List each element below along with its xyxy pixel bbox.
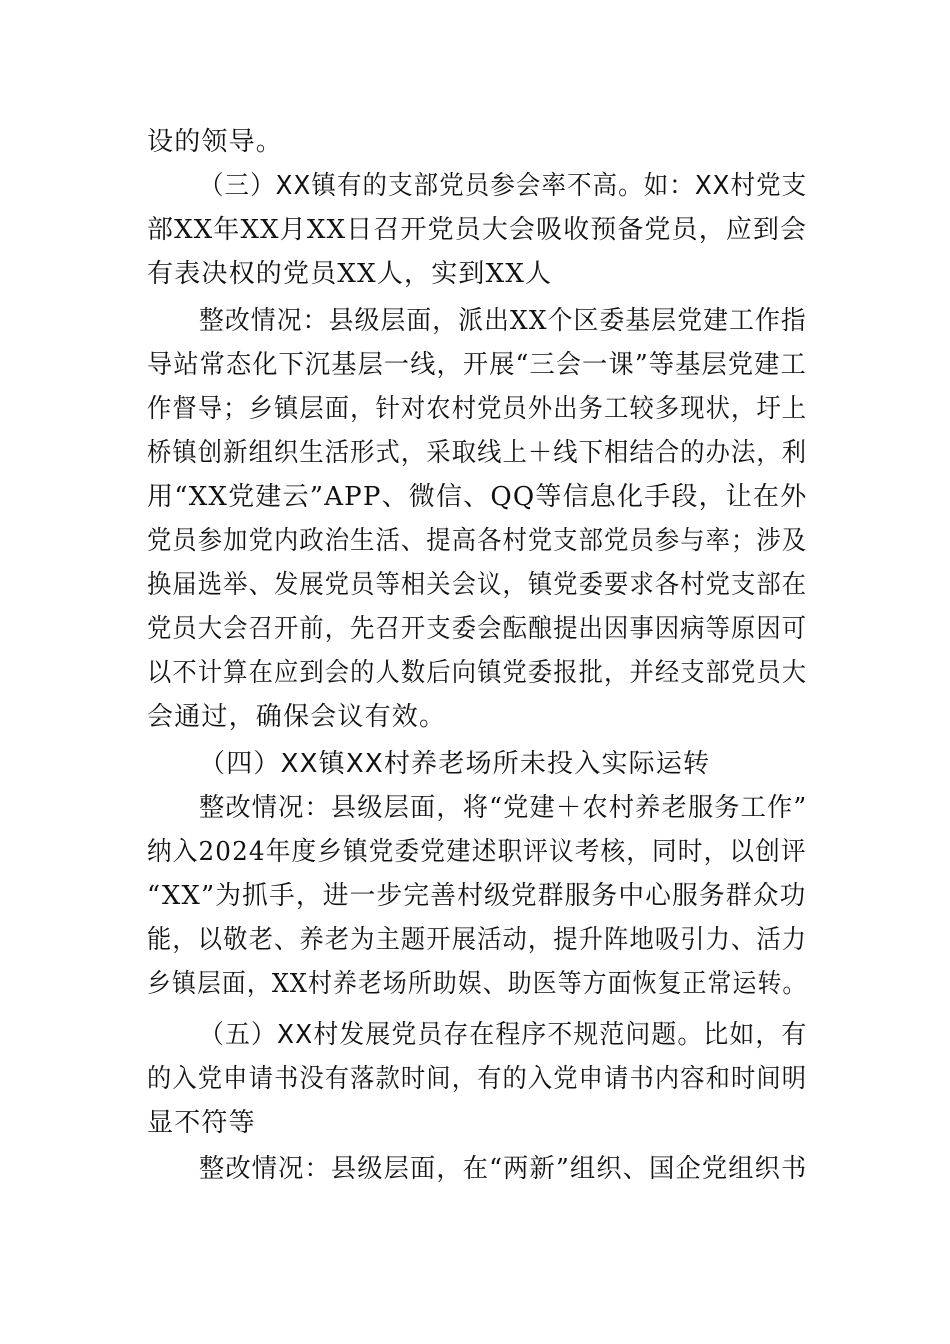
- text-line: 纳入2024年度乡镇党委党建述职评议考核，同时，以创评: [147, 837, 807, 867]
- text-line: 有表决权的党员XX人，实到XX人: [147, 259, 553, 289]
- text-line: 能，以敬老、养老为主题开展活动，提升阵地吸引力、活力: [147, 925, 808, 955]
- section-heading-3: （三）XX镇有的支部党员参会率不高。如：XX村党支: [199, 171, 808, 201]
- text-line: 党员大会召开前，先召开支委会酝酿提出因事因病等原因可: [147, 614, 808, 644]
- text-line: 的入党申请书没有落款时间，有的入党申请书内容和时间明: [147, 1064, 808, 1094]
- text-line: 整改情况：县级层面，派出XX个区委基层党建工作指: [199, 306, 807, 336]
- text-line: 显不符等: [147, 1108, 256, 1138]
- text-line: 设的领导。: [147, 127, 284, 157]
- text-line: 以不计算在应到会的人数后向镇党委报批，并经支部党员大: [147, 658, 808, 688]
- text-line: “XX”为抓手，进一步完善村级党群服务中心服务群众功: [147, 881, 807, 911]
- text-line: 部XX年XX月XX日召开党员大会吸收预备党员，应到会: [147, 215, 808, 245]
- text-line: 导站常态化下沉基层一线，开展“三会一课”等基层党建工: [147, 350, 807, 380]
- text-line: 乡镇层面，XX村养老场所助娱、助医等方面恢复正常运转。: [147, 969, 808, 999]
- text-line: 用“XX党建云”APP、微信、QQ等信息化手段，让在外: [147, 482, 808, 512]
- text-line: 党员参加党内政治生活、提高各村党支部党员参与率；涉及: [147, 526, 808, 556]
- text-line: 桥镇创新组织生活形式，采取线上＋线下相结合的办法，利: [147, 438, 808, 468]
- text-line: 整改情况：县级层面，在“两新”组织、国企党组织书: [199, 1154, 808, 1184]
- text-line: 作督导；乡镇层面，针对农村党员外出务工较多现状，圩上: [147, 394, 808, 424]
- text-line: 会通过，确保会议有效。: [147, 702, 447, 732]
- section-heading-5: （五）XX村发展党员存在程序不规范问题。比如，有: [199, 1020, 808, 1050]
- section-heading-4: （四）XX镇XX村养老场所未投入实际运转: [199, 749, 711, 779]
- text-line: 整改情况：县级层面，将“党建＋农村养老服务工作”: [199, 793, 808, 823]
- text-line: 换届选举、发展党员等相关会议，镇党委要求各村党支部在: [147, 570, 808, 600]
